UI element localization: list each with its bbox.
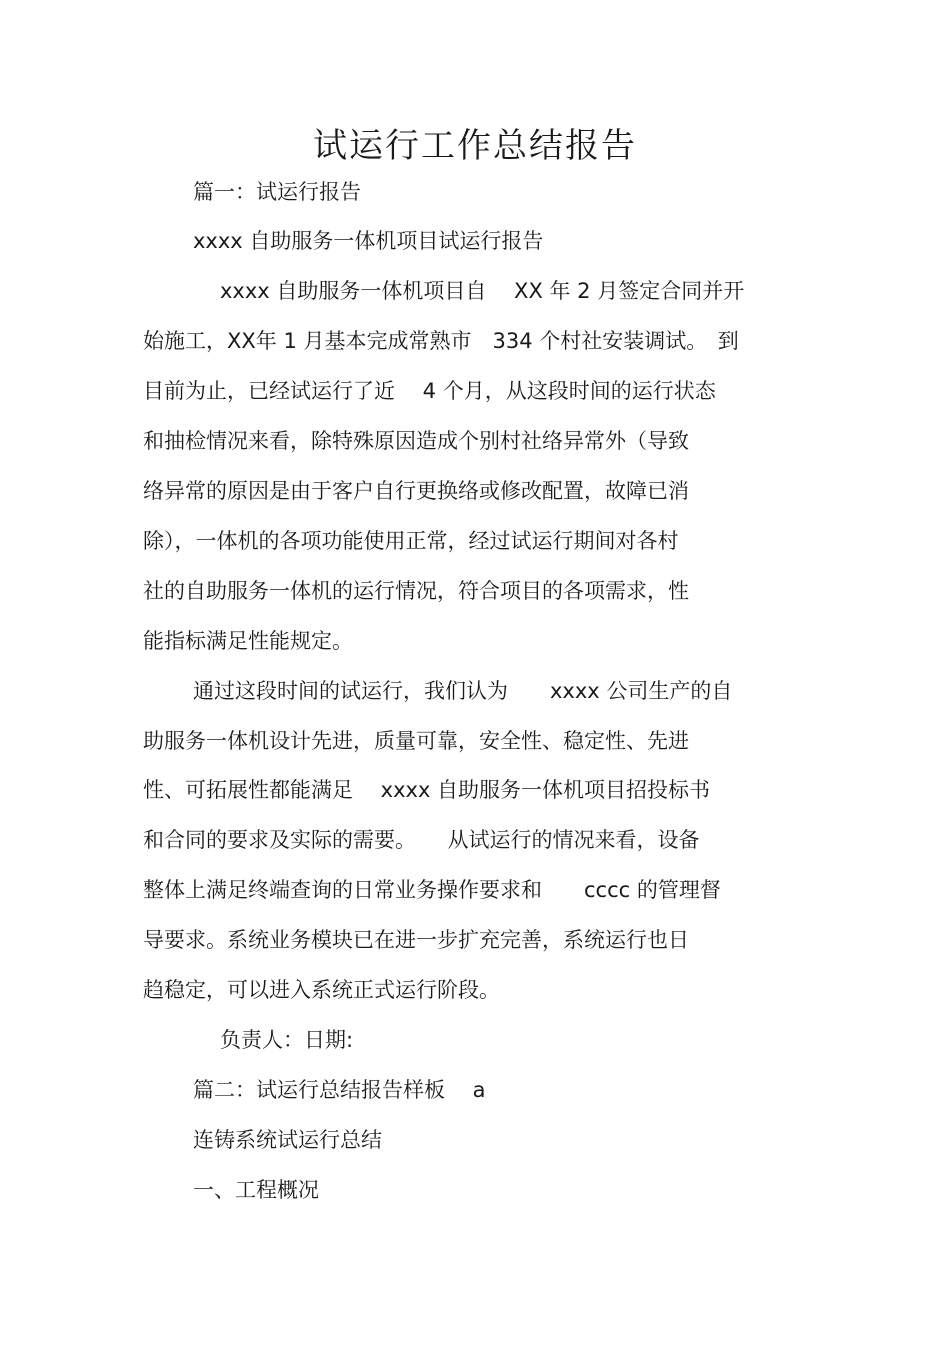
- paragraph-1-line-7: 社的自助服务一体机的运行情况，符合项目的各项需求，性: [143, 579, 689, 603]
- paragraph-1-line-3: 目前为止，已经试运行了近 4 个月，从这段时间的运行状态: [143, 379, 716, 403]
- section-heading-2: 篇二：试运行总结报告样板 a: [193, 1078, 486, 1102]
- document-title: 试运行工作总结报告: [313, 126, 637, 166]
- paragraph-1-line-2: 始施工，XX年 1 月基本完成常熟市 334 个村社安装调试。 到: [143, 329, 739, 353]
- report-subtitle: xxxx 自助服务一体机项目试运行报告: [193, 229, 544, 253]
- paragraph-1-line-5: 络异常的原因是由于客户自行更换络或修改配置，故障已消: [143, 479, 689, 503]
- paragraph-1-line-1: xxxx 自助服务一体机项目自 XX 年 2 月签定合同并开: [220, 279, 745, 303]
- paragraph-2-line-5: 整体上满足终端查询的日常业务操作要求和 cccc 的管理督: [143, 878, 721, 902]
- signature-line: 负责人：日期:: [220, 1028, 354, 1052]
- paragraph-2-line-2: 助服务一体机设计先进，质量可靠，安全性、稳定性、先进: [143, 729, 689, 753]
- paragraph-2-line-7: 趋稳定，可以进入系统正式运行阶段。: [143, 978, 500, 1002]
- paragraph-2-line-1: 通过这段时间的试运行，我们认为 xxxx 公司生产的自: [193, 679, 733, 703]
- paragraph-1-line-6: 除），一体机的各项功能使用正常，经过试运行期间对各村: [143, 529, 679, 553]
- paragraph-1-line-8: 能指标满足性能规定。: [143, 629, 353, 653]
- paragraph-2-line-4: 和合同的要求及实际的需要。 从试运行的情况来看，设备: [143, 828, 700, 852]
- paragraph-2-line-3: 性、可拓展性都能满足 xxxx 自助服务一体机项目招投标书: [143, 778, 711, 802]
- paragraph-2-line-6: 导要求。系统业务模块已在进一步扩充完善，系统运行也日: [143, 928, 689, 952]
- section-subtitle-2: 连铸系统试运行总结: [193, 1128, 382, 1152]
- section-heading-1: 篇一：试运行报告: [193, 180, 361, 204]
- section-heading-project-overview: 一、工程概况: [193, 1178, 319, 1202]
- paragraph-1-line-4: 和抽检情况来看，除特殊原因造成个别村社络异常外（导致: [143, 429, 689, 453]
